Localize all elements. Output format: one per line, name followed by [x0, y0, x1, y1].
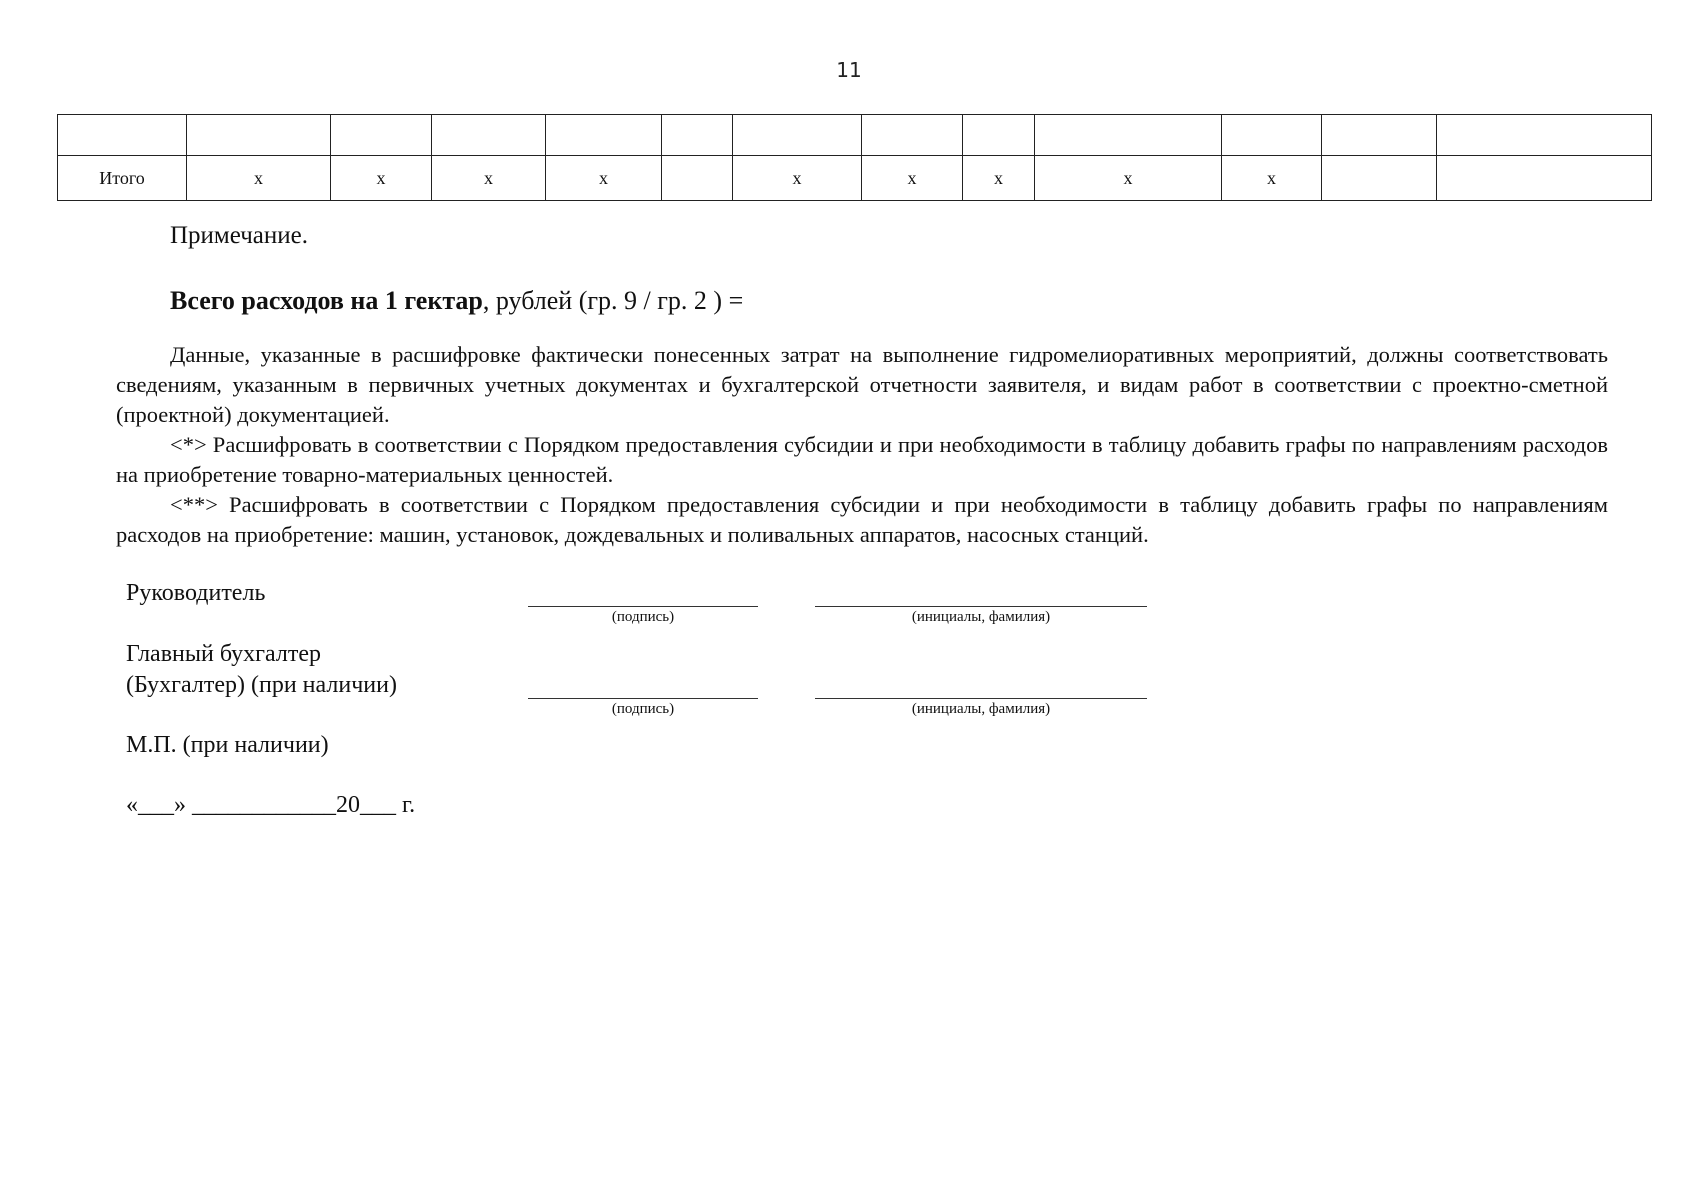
per-hectare-rest: , рублей (гр. 9 / гр. 2 ) = — [482, 286, 744, 315]
table-cell: x — [733, 156, 862, 201]
table-cell — [1322, 156, 1437, 201]
accountant-name-line[interactable] — [815, 698, 1147, 699]
table-cell — [187, 115, 331, 156]
expenses-table — [57, 114, 1652, 201]
head-name-line[interactable] — [815, 606, 1147, 607]
per-hectare-formula — [170, 286, 743, 316]
date-field[interactable]: «___» ____________20___ г. — [126, 792, 416, 818]
table-cell — [432, 115, 546, 156]
head-name-caption: (инициалы, фамилия) — [911, 609, 1051, 625]
table-cell — [1437, 115, 1652, 156]
note-paragraph: <**> Расшифровать в соответствии с Порядком предоставления субсидии и при необходимости в таблицу добавить графы по направлениям расходов на приобретение: машин, установок, дождевальных и поливальных аппаратов, насосных станций. — [116, 492, 1608, 547]
table-cell — [733, 115, 862, 156]
accountant-label — [126, 639, 397, 701]
head-signature-line[interactable] — [528, 606, 758, 607]
table-cell: x — [963, 156, 1035, 201]
accountant-name-caption: (инициалы, фамилия) — [911, 701, 1051, 717]
table-cell — [963, 115, 1035, 156]
note-heading: Примечание. — [170, 222, 309, 249]
per-hectare-bold: Всего расходов на 1 гектар — [170, 286, 483, 315]
accountant-label-line1: Главный бухгалтер — [126, 641, 321, 667]
table-cell: x — [1222, 156, 1322, 201]
table-cell — [1035, 115, 1222, 156]
note-paragraph: <*> Расшифровать в соответствии с Порядком предоставления субсидии и при необходимости в таблицу добавить графы по направлениям расходов на приобретение товарно-материальных ценностей. — [116, 432, 1608, 487]
note-paragraph: Данные, указанные в расшифровке фактически понесенных затрат на выполнение гидромелиоративных мероприятий, должны соответствовать сведениям, указанным в первичных учетных документах и бухгалтерской отчетности заявителя, и видам работ в соответствии с проектно-сметной (проектной) документацией. — [116, 342, 1608, 427]
table-cell: x — [862, 156, 963, 201]
accountant-label-line2: (Бухгалтер) (при наличии) — [126, 672, 397, 698]
table-cell: x — [546, 156, 662, 201]
table-cell — [58, 115, 187, 156]
head-label: Руководитель — [126, 580, 266, 606]
table-cell: x — [432, 156, 546, 201]
table-cell — [1222, 115, 1322, 156]
table-cell — [1322, 115, 1437, 156]
notes-body — [116, 340, 1608, 550]
table-cell — [662, 115, 733, 156]
table-cell — [1437, 156, 1652, 201]
table-row — [58, 115, 1652, 156]
table-cell — [662, 156, 733, 201]
stamp-place: М.П. (при наличии) — [126, 732, 329, 758]
table-cell: x — [187, 156, 331, 201]
table-row-total — [58, 156, 1652, 201]
accountant-signature-caption: (подпись) — [611, 701, 675, 717]
total-label-cell: Итого — [58, 156, 187, 201]
table-cell — [331, 115, 432, 156]
page-number: 11 — [836, 58, 862, 82]
accountant-signature-line[interactable] — [528, 698, 758, 699]
table-cell: x — [1035, 156, 1222, 201]
table-cell — [862, 115, 963, 156]
head-signature-caption: (подпись) — [611, 609, 675, 625]
table-cell: x — [331, 156, 432, 201]
table-cell — [546, 115, 662, 156]
